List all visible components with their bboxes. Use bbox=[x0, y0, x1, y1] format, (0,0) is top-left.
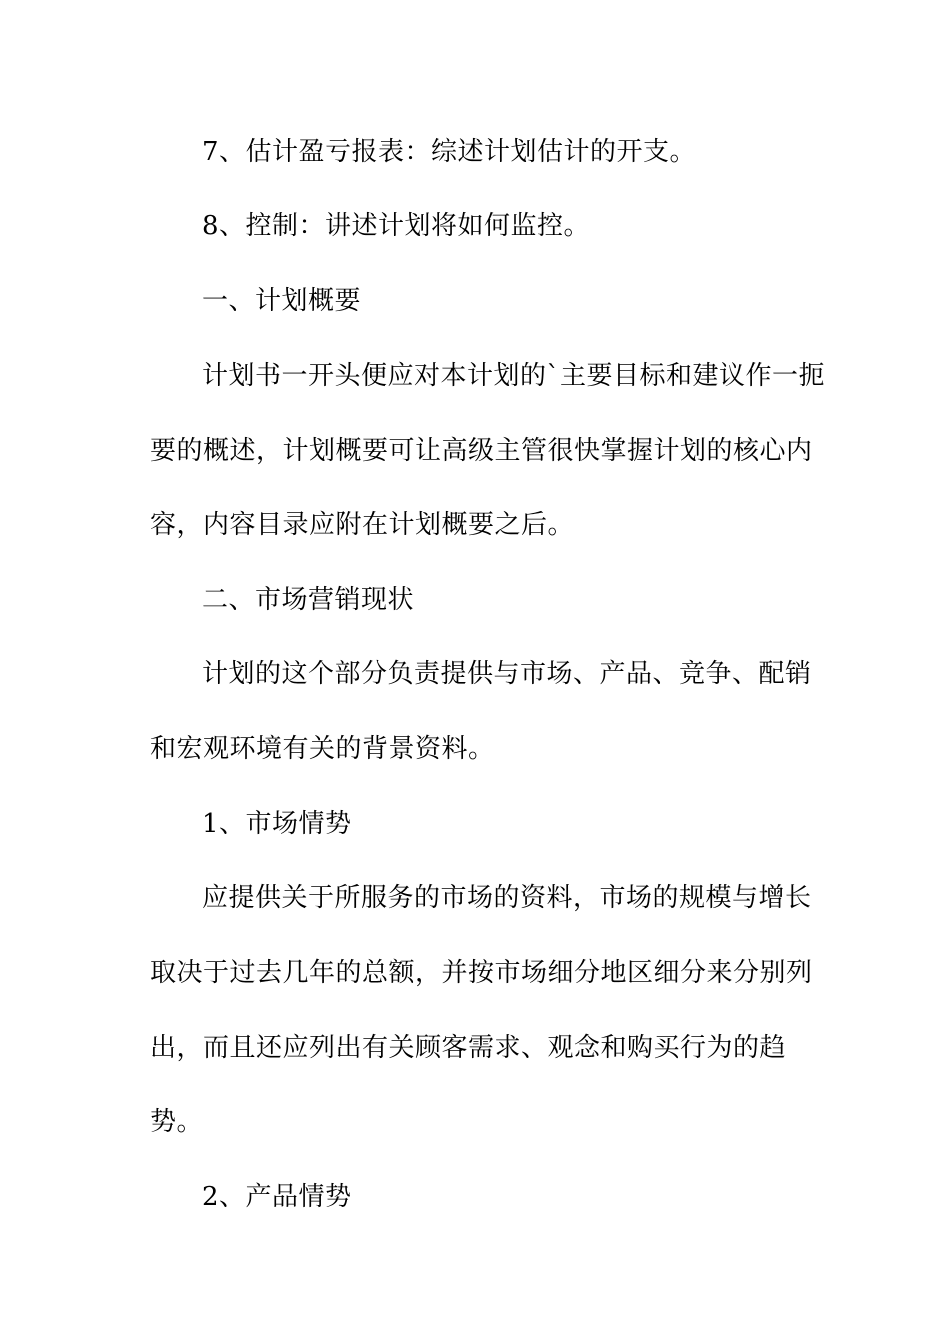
subheading-product-situation: 2、产品情势 bbox=[202, 1182, 352, 1212]
paragraph-market-line-2: 取决于过去几年的总额，并按市场细分地区细分来分别列 bbox=[150, 958, 813, 988]
section-heading-marketing-status: 二、市场营销现状 bbox=[202, 585, 415, 615]
item-7-estimated-profit-loss: 7、估计盈亏报表：综述计划估计的开支。 bbox=[202, 137, 697, 167]
item-8-control: 8、控制：讲述计划将如何监控。 bbox=[202, 211, 591, 241]
section-heading-plan-summary: 一、计划概要 bbox=[202, 286, 362, 316]
paragraph-market-line-3: 出，而且还应列出有关顾客需求、观念和购买行为的趋 bbox=[150, 1033, 787, 1063]
paragraph-marketing-line-1: 计划的这个部分负责提供与市场、产品、竞争、配销 bbox=[202, 659, 812, 689]
paragraph-market-line-4: 势。 bbox=[150, 1107, 204, 1137]
paragraph-marketing-line-2: 和宏观环境有关的背景资料。 bbox=[150, 734, 495, 764]
paragraph-market-line-1: 应提供关于所服务的市场的资料，市场的规模与增长 bbox=[202, 883, 812, 913]
paragraph-summary-line-1: 计划书一开头便应对本计划的`主要目标和建议作一扼 bbox=[202, 361, 826, 391]
subheading-market-situation: 1、市场情势 bbox=[202, 809, 352, 839]
paragraph-summary-line-2: 要的概述，计划概要可让高级主管很快掌握计划的核心内 bbox=[150, 436, 813, 466]
paragraph-summary-line-3: 容，内容目录应附在计划概要之后。 bbox=[150, 510, 575, 540]
